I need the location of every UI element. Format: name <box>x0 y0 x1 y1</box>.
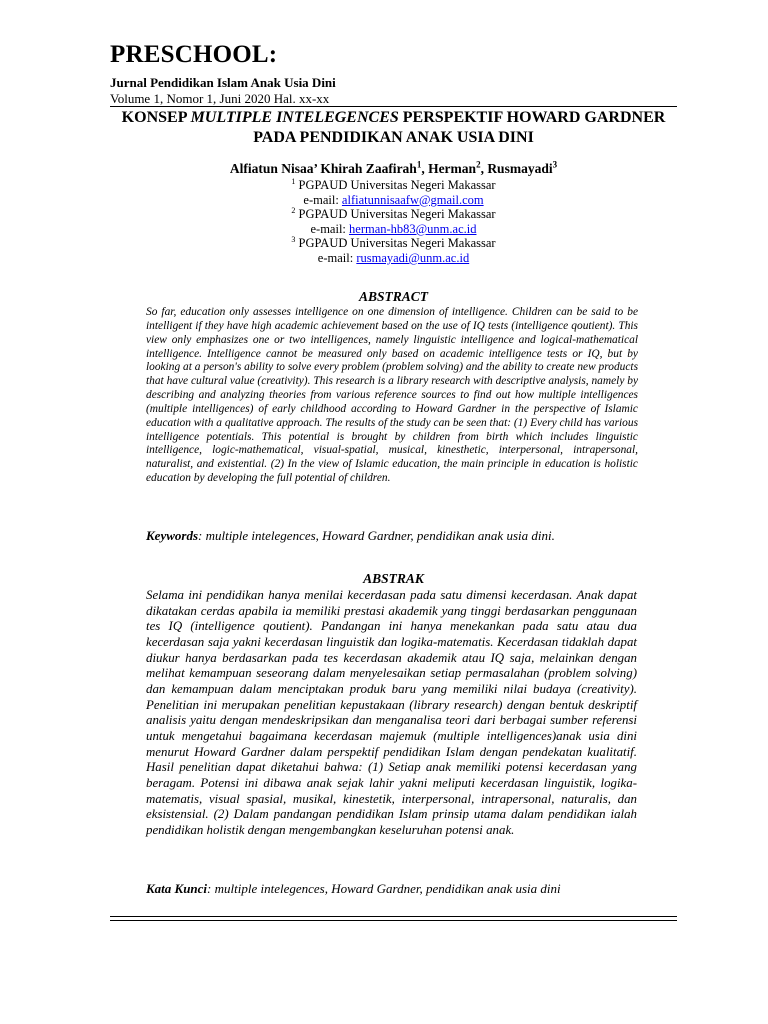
footer-divider-secondary <box>110 920 677 921</box>
author-name: Herman <box>428 161 477 176</box>
affiliation-line <box>110 236 677 251</box>
footer-divider <box>110 916 677 917</box>
email-label: e-mail: <box>310 221 350 236</box>
keywords-label: Keywords <box>146 528 198 543</box>
abstrak-heading: ABSTRAK <box>363 571 424 586</box>
title-part-1: KONSEP <box>121 109 191 126</box>
affiliation-institution: PGPAUD Universitas Negeri Makassar <box>295 236 496 251</box>
affiliation-institution: PGPAUD Universitas Negeri Makassar <box>295 207 496 222</box>
affiliation-sup: 1 <box>291 176 296 186</box>
kata-kunci-label: Kata Kunci <box>146 881 208 896</box>
volume-line: Volume 1, Nomor 1, Juni 2020 Hal. xx-xx <box>110 91 330 106</box>
email-link[interactable]: alfiatunnisaafw@gmail.com <box>341 192 484 207</box>
affiliation-email-line <box>110 251 677 266</box>
keywords-value: : multiple intelegences, Howard Gardner, pendidikan anak usia dini. <box>198 528 555 543</box>
author-list <box>110 160 677 178</box>
affiliation-sup: 2 <box>291 206 296 216</box>
author-name: Alfiatun Nisaa’ Khirah Zaafirah <box>229 161 417 176</box>
title-italic: MULTIPLE INTELEGENCES <box>190 109 399 126</box>
author-sup: 3 <box>552 159 558 170</box>
header-divider <box>110 106 677 107</box>
journal-name: PRESCHOOL: <box>110 41 278 68</box>
affiliation-sup: 3 <box>291 235 296 245</box>
affiliations <box>110 178 677 266</box>
affiliation-line <box>110 178 677 193</box>
author-name: Rusmayadi <box>487 161 553 176</box>
email-label: e-mail: <box>317 250 357 265</box>
email-label: e-mail: <box>303 192 342 207</box>
abstrak-text: Selama ini pendidikan hanya menilai kecerdasan pada satu dimensi kecerdasan. Anak dapat dikatakan cerdas apabila ia memiliki prestasi akademik yang tinggi berdasarkan penggunaan tes IQ (intelligence qoutient). Pandangan ini hanya menekankan pada satu atau dua kecerdasan saja yakni kecerdasan linguistik dan logika-matematis. Kecerdasan tidaklah dapat diukur hanya berdasarkan pada tes kecerdasan akademik atau IQ saja, melainkan dengan melihat kemampuan seseorang dalam menyelesaikan setiap permasalahan (problem solving) dan kemampuan dalam menciptakan produk baru yang memiliki nilai budaya (creativity). Penelitian ini merupakan penelitian kepustakaan (library research) dengan bentuk deskriptif analisis yaitu dengan mendeskripsikan dan menganalisa teori dari berbagai sumber referensi untuk mengetahui bagaimana kecerdasan majemuk (multiple intelligences)anak usia dini menurut Howard Gardner dalam perspektif pendidikan Islam dengan pendekatan kualitatif. Hasil penelitian dapat diketahui bahwa: (1) Setiap anak memiliki potensi kecerdasan yang beragam. Potensi ini dibawa anak sejak lahir yakni meliputi kecerdasan linguistik, logika-matematis, visual spasial, musikal, kinestetik, interpersonal, intrapersonal, naturalis, dan eksistensial. (2) Dalam pandangan pendidikan Islam prinsip utama dalam pendidikan ialah pendidikan holistik dengan mengembangkan keseluruhan potensi anak. <box>146 588 637 837</box>
journal-subtitle: Jurnal Pendidikan Islam Anak Usia Dini <box>110 75 336 90</box>
title-part-2: PERSPEKTIF HOWARD GARDNER PADA PENDIDIKAN ANAK USIA DINI <box>253 109 666 146</box>
abstract-text: So far, education only assesses intelligence on one dimension of intelligence. Children can be said to be intelligent if they have high academic achievement based on the use of IQ tests (intelligence qoutient). This view only emphasizes one or two intelligences, namely linguistic intelligence and logical-mathematical intelligence. Intelligence cannot be measured only based on academic intelligence tests or IQ, but by looking at a person's ability to solve every problem (problem solving) and the ability to create new products that have cultural value (creativity). This research is a library research with descriptive analysis, namely by describing and analyzing theories from various reference sources to find out how multiple intelligences (multiple intelligences) of early childhood according to Howard Gardner in the perspective of Islamic education with a qualitative approach. The results of the study can be seen that: (1) Every child has various intelligence potentials. This potential is brought by children from birth which includes linguistic intelligence, logic-mathematical, visual-spatial, musical, kinesthetic, interpersonal, intrapersonal, naturalist, and existential. (2) In the view of Islamic education, the main principle in education is holistic education by developing the full potential of children. <box>146 306 638 485</box>
kata-kunci-line <box>146 881 646 897</box>
email-link[interactable]: herman-hb83@unm.ac.id <box>349 221 477 236</box>
affiliation-email-line <box>110 222 677 237</box>
abstract-heading: ABSTRACT <box>358 289 429 304</box>
affiliation-institution: PGPAUD Universitas Negeri Makassar <box>295 178 496 192</box>
author-sup: 1 <box>416 159 422 170</box>
author-sep: , <box>421 161 429 176</box>
paper-title <box>110 108 677 148</box>
email-link[interactable]: rusmayadi@unm.ac.id <box>356 250 470 265</box>
affiliation-line <box>110 207 677 222</box>
keywords-line <box>146 528 646 544</box>
kata-kunci-value: : multiple intelegences, Howard Gardner, pendidikan anak usia dini <box>207 881 561 896</box>
affiliation-email-line <box>110 193 677 208</box>
author-sep: , <box>480 161 488 176</box>
author-sup: 2 <box>476 159 481 170</box>
